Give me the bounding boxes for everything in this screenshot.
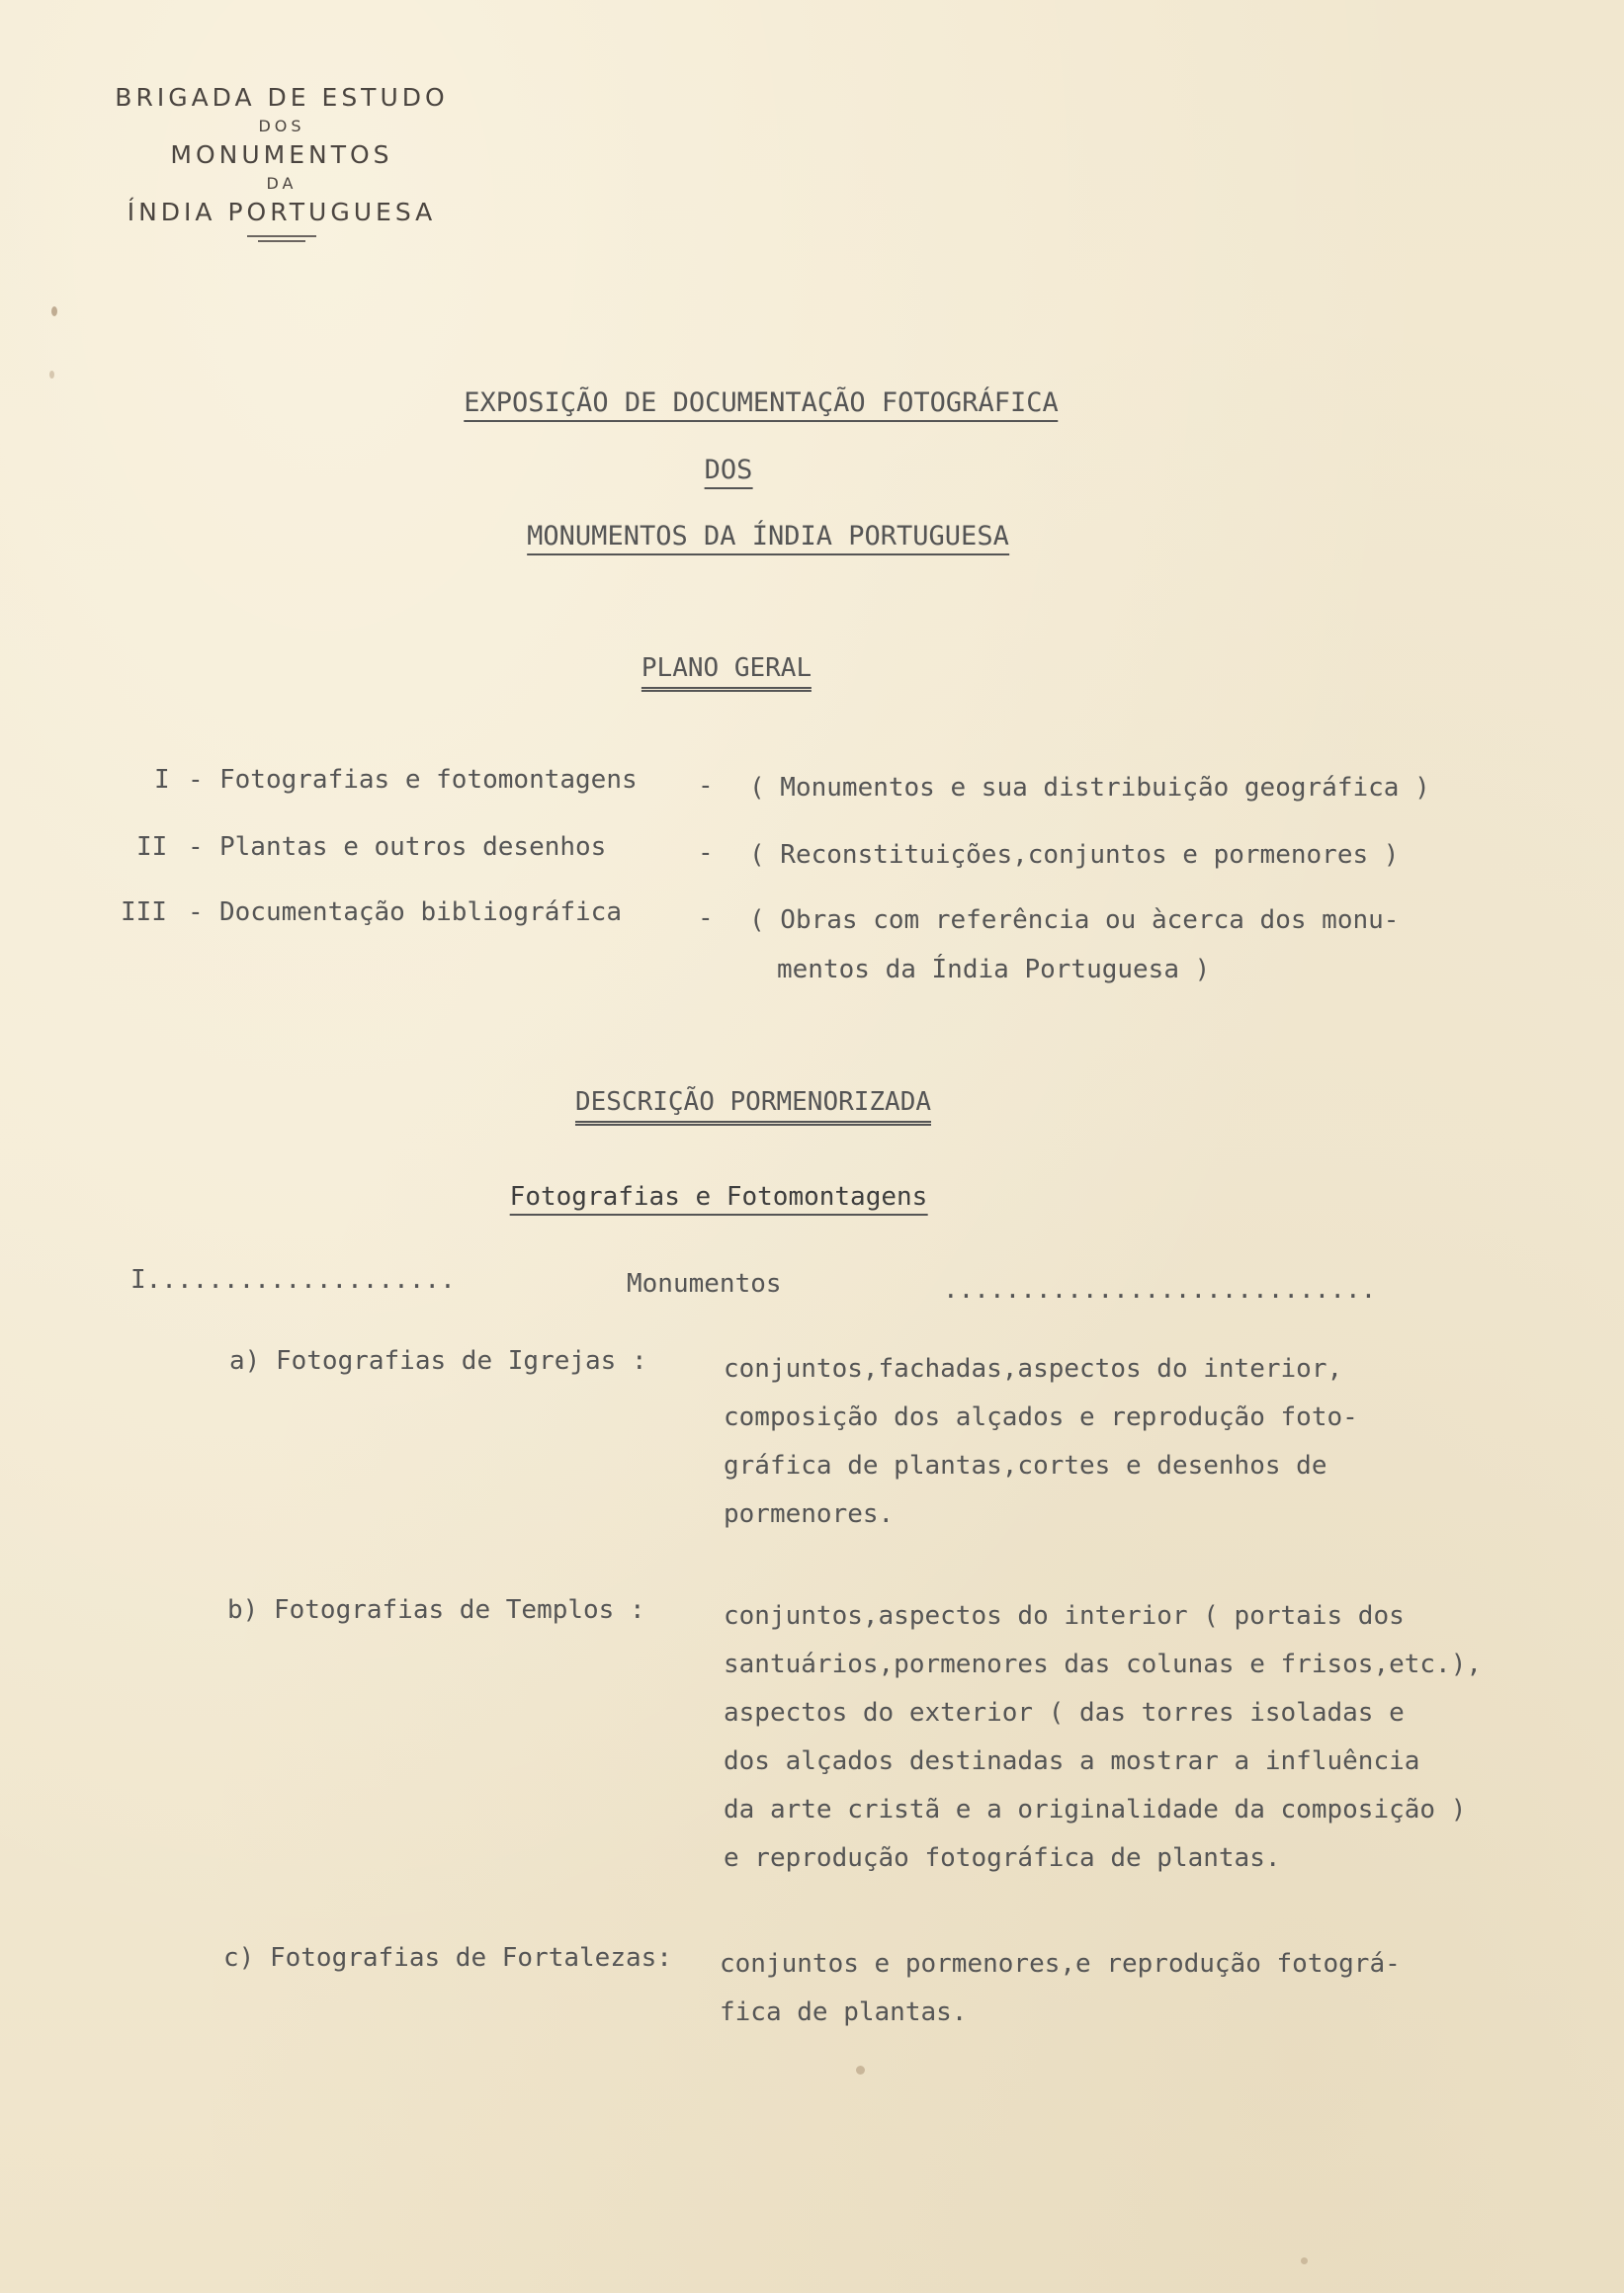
plano-geral-heading: PLANO GERAL — [641, 653, 812, 692]
plan-item-3-description-cont: mentos da Índia Portuguesa ) — [777, 955, 1211, 984]
document-title-line-2: DOS — [705, 455, 753, 489]
plan-item-1-dash: - — [188, 765, 204, 795]
plan-item-1-label: Fotografias e fotomontagens — [219, 765, 638, 795]
letterhead-line-3: MONUMENTOS — [170, 140, 393, 169]
plan-item-3-label: Documentação bibliográfica — [219, 897, 622, 927]
plan-item-2-separator: - — [698, 838, 714, 868]
plan-item-1-separator: - — [698, 771, 714, 801]
entry-a-label: a) Fotografias de Igrejas : — [229, 1346, 647, 1376]
section-row-right: ............................ — [943, 1275, 1377, 1305]
plan-item-3-dash: - — [188, 897, 204, 927]
entry-b-line-5: da arte cristã e a originalidade da composição ) — [724, 1795, 1467, 1825]
entry-b-line-1: conjuntos,aspectos do interior ( portais dos — [724, 1601, 1405, 1631]
entry-a-line-1: conjuntos,fachadas,aspectos do interior, — [724, 1354, 1343, 1384]
entry-b-line-6: e reprodução fotográfica de plantas. — [724, 1843, 1281, 1873]
entry-a-line-4: pormenores. — [724, 1499, 895, 1529]
plan-item-1-number: I — [154, 765, 170, 795]
letterhead-line-4: DA — [266, 174, 298, 193]
letterhead-line-5: ÍNDIA PORTUGUESA — [127, 198, 437, 226]
plan-item-2-number: II — [136, 832, 168, 862]
descricao-heading: DESCRIÇÃO PORMENORIZADA — [575, 1087, 931, 1126]
letterhead-line-2: DOS — [258, 117, 305, 135]
paper-spot — [1301, 2257, 1308, 2264]
plan-item-1-description: ( Monumentos e sua distribuição geográfica ) — [749, 773, 1430, 803]
plan-item-2-dash: - — [188, 832, 204, 862]
letterhead-line-1: BRIGADA DE ESTUDO — [115, 83, 449, 112]
plan-item-3-description: ( Obras com referência ou àcerca dos monu- — [749, 905, 1400, 935]
plan-item-3-separator: - — [698, 903, 714, 933]
paper-spot — [856, 2066, 865, 2075]
section-row-middle: Monumentos — [627, 1269, 782, 1299]
letterhead-rule — [247, 235, 316, 237]
paper-spot — [49, 371, 54, 379]
plan-item-2-description: ( Reconstituições,conjuntos e pormenores ) — [749, 840, 1400, 870]
entry-c-line-2: fica de plantas. — [720, 1997, 968, 2027]
descricao-subheading: Fotografias e Fotomontagens — [510, 1182, 928, 1216]
entry-b-label: b) Fotografias de Templos : — [227, 1595, 645, 1625]
plan-item-2-label: Plantas e outros desenhos — [219, 832, 607, 862]
entry-a-line-3: gráfica de plantas,cortes e desenhos de — [724, 1451, 1327, 1481]
letterhead — [59, 81, 504, 242]
entry-a-line-2: composição dos alçados e reprodução foto- — [724, 1402, 1358, 1432]
document-title-line-1: EXPOSIÇÃO DE DOCUMENTAÇÃO FOTOGRÁFICA — [464, 387, 1058, 422]
letterhead-rule-short — [258, 240, 305, 242]
entry-b-line-2: santuários,pormenores das colunas e frisos,etc.), — [724, 1650, 1483, 1679]
document-title-line-3: MONUMENTOS DA ÍNDIA PORTUGUESA — [527, 521, 1009, 555]
plan-item-3-number: III — [121, 897, 167, 927]
entry-c-line-1: conjuntos e pormenores,e reprodução fotográ- — [720, 1949, 1401, 1979]
section-row-left: I.................... — [130, 1265, 456, 1295]
paper-spot — [51, 306, 57, 316]
entry-c-label: c) Fotografias de Fortalezas: — [223, 1943, 672, 1973]
entry-b-line-4: dos alçados destinadas a mostrar a influência — [724, 1746, 1420, 1776]
entry-b-line-3: aspectos do exterior ( das torres isoladas e — [724, 1698, 1405, 1728]
